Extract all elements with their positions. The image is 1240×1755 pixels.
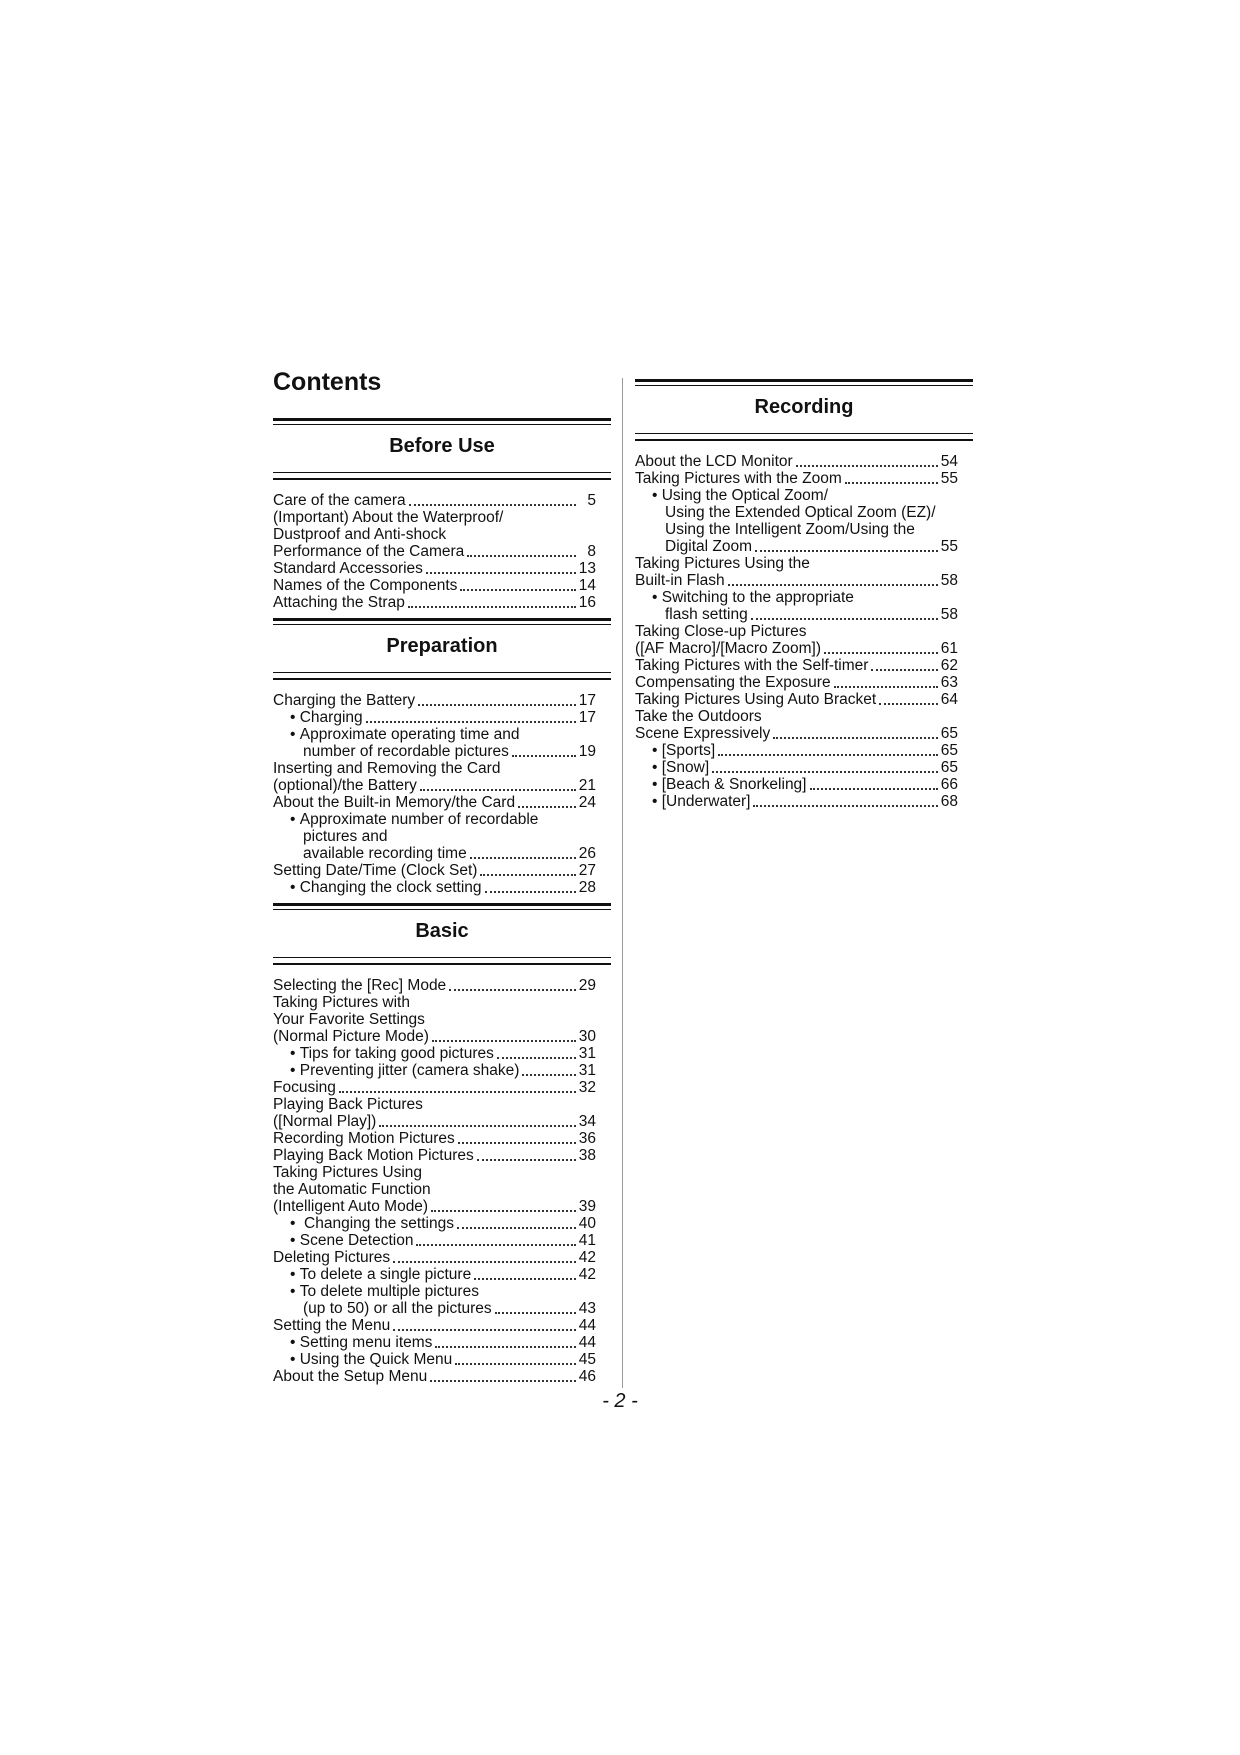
dot-leader <box>497 1057 576 1059</box>
dot-leader <box>477 1159 576 1161</box>
section-header <box>273 418 611 480</box>
toc-subentry[interactable] <box>635 776 958 793</box>
toc-entry-page: 68 <box>940 793 958 810</box>
toc-entry[interactable] <box>273 594 596 611</box>
dot-leader <box>773 737 938 739</box>
dot-leader <box>449 989 576 991</box>
toc-entry-text: • Tips for taking good pictures <box>290 1045 494 1062</box>
toc-entry-page: 66 <box>940 776 958 793</box>
toc-entry-text: • [Sports] <box>652 742 715 759</box>
dot-leader <box>796 465 938 467</box>
toc-subentry[interactable] <box>273 879 596 896</box>
dot-leader <box>430 1380 576 1382</box>
toc-subentry-line[interactable]: • To delete multiple pictures <box>273 1283 611 1300</box>
dot-leader <box>393 1329 576 1331</box>
toc-entry-text: Charging the Battery <box>273 692 416 709</box>
toc-subentry-line[interactable]: • Switching to the appropriate <box>635 589 973 606</box>
toc-subentry[interactable] <box>273 1232 596 1249</box>
dot-leader <box>879 703 938 705</box>
toc-subentry[interactable] <box>273 1215 596 1232</box>
toc-entry[interactable] <box>273 794 596 811</box>
toc-entry-text: Standard Accessories <box>273 560 423 577</box>
toc-entry[interactable] <box>635 572 958 589</box>
toc-entry-text: (up to 50) or all the pictures <box>303 1300 492 1317</box>
page-title: Contents <box>273 368 382 396</box>
toc-entry[interactable] <box>273 1198 596 1215</box>
toc-entry-text: (Normal Picture Mode) <box>273 1028 429 1045</box>
dot-leader <box>457 1227 576 1229</box>
toc-subentry-line[interactable]: Using the Extended Optical Zoom (EZ)/ <box>665 504 936 521</box>
toc-entry-text: Playing Back Motion Pictures <box>273 1147 474 1164</box>
toc-entry-page: 29 <box>578 977 596 994</box>
toc-entry-text: • Scene Detection <box>290 1232 413 1249</box>
dot-leader <box>871 669 938 671</box>
dot-leader <box>416 1244 576 1246</box>
page-number: - 2 - <box>602 1390 638 1412</box>
toc-subentry[interactable] <box>273 1351 596 1368</box>
section-header <box>273 618 611 680</box>
toc-entry-text: About the Built-in Memory/the Card <box>273 794 516 811</box>
toc-entry-page: 36 <box>578 1130 596 1147</box>
toc-entry-page: 30 <box>578 1028 596 1045</box>
toc-subentry[interactable] <box>635 538 958 555</box>
dot-leader <box>379 1125 576 1127</box>
section-header <box>273 903 611 965</box>
toc-entry[interactable] <box>273 862 596 879</box>
dot-leader <box>712 771 938 773</box>
dot-leader <box>460 589 576 591</box>
toc-entry-page: 17 <box>578 692 596 709</box>
toc-entry-text: • Setting menu items <box>290 1334 432 1351</box>
toc-entry-text: • Changing the clock setting <box>290 879 482 896</box>
toc-entry-page: 19 <box>578 743 596 760</box>
section-title: Preparation <box>386 635 498 657</box>
toc-entry-text: • [Beach & Snorkeling] <box>652 776 807 793</box>
toc-entry-page: 42 <box>578 1249 596 1266</box>
dot-leader <box>751 618 938 620</box>
dot-leader <box>834 686 938 688</box>
dot-leader <box>418 704 576 706</box>
toc-entry-text: Performance of the Camera <box>273 543 465 560</box>
dot-leader <box>512 755 576 757</box>
toc-entry-page: 46 <box>578 1368 596 1385</box>
dot-leader <box>420 789 576 791</box>
toc-entry-text: number of recordable pictures <box>303 743 509 760</box>
toc-subentry[interactable] <box>273 709 596 726</box>
toc-entry[interactable] <box>273 492 596 509</box>
toc-entry-text: • Charging <box>290 709 363 726</box>
dot-leader <box>366 721 576 723</box>
left-column <box>273 418 611 1392</box>
dot-leader <box>824 652 938 654</box>
toc-entry-page: 5 <box>587 492 596 509</box>
toc-entry-page: 58 <box>940 572 958 589</box>
toc-entry-text: Compensating the Exposure <box>635 674 831 691</box>
toc-entry-line[interactable]: Your Favorite Settings <box>273 1011 425 1028</box>
toc-entry[interactable] <box>273 777 596 794</box>
toc-entry[interactable] <box>273 977 596 994</box>
toc-entry-text: • To delete a single picture <box>290 1266 471 1283</box>
toc-entry-text: ([AF Macro]/[Macro Zoom]) <box>635 640 822 657</box>
dot-leader <box>408 606 576 608</box>
toc-entry-text: • Changing the settings <box>290 1215 454 1232</box>
dot-leader <box>518 806 576 808</box>
toc-entry-text: Attaching the Strap <box>273 594 405 611</box>
toc-entry-text: • Preventing jitter (camera shake) <box>290 1062 519 1079</box>
dot-leader <box>845 482 938 484</box>
toc-entry-text: Recording Motion Pictures <box>273 1130 455 1147</box>
toc-subentry-line[interactable]: • Approximate number of recordable <box>273 811 611 828</box>
toc-entry-page: 65 <box>940 759 958 776</box>
toc-entry-text: (Intelligent Auto Mode) <box>273 1198 429 1215</box>
dot-leader <box>728 584 938 586</box>
section-title: Recording <box>754 396 854 418</box>
toc-subentry-line[interactable]: pictures and <box>303 828 388 845</box>
toc-subentry[interactable] <box>635 606 958 623</box>
toc-entry-page: 16 <box>578 594 596 611</box>
toc-entry[interactable] <box>273 543 596 560</box>
dot-leader <box>339 1091 576 1093</box>
toc-entry[interactable] <box>273 1113 596 1130</box>
toc-entry-text: Focusing <box>273 1079 336 1096</box>
dot-leader <box>431 1210 576 1212</box>
toc-entry[interactable] <box>635 470 958 487</box>
toc-entry-text: Scene Expressively <box>635 725 771 742</box>
section-recording <box>635 379 973 817</box>
toc-entry[interactable] <box>635 725 958 742</box>
toc-entry-page: 40 <box>578 1215 596 1232</box>
toc-entry-page: 17 <box>578 709 596 726</box>
toc-entries <box>273 965 611 1392</box>
toc-entry-text: Built-in Flash <box>635 572 725 589</box>
toc-subentry[interactable] <box>273 1334 596 1351</box>
toc-entries <box>635 441 973 817</box>
toc-subentry[interactable] <box>273 1062 596 1079</box>
toc-entry[interactable] <box>273 1028 596 1045</box>
dot-leader <box>426 572 576 574</box>
toc-entry-text: • Using the Quick Menu <box>290 1351 452 1368</box>
toc-entry-page: 55 <box>940 538 958 555</box>
toc-entry-text: flash setting <box>665 606 748 623</box>
toc-entry-line[interactable]: Take the Outdoors <box>635 708 762 725</box>
toc-entry-page: 34 <box>578 1113 596 1130</box>
toc-entry-text: available recording time <box>303 845 467 862</box>
toc-entry-line[interactable]: Taking Pictures Using <box>273 1164 423 1181</box>
toc-entry[interactable] <box>635 453 958 470</box>
toc-entry-line[interactable]: Taking Close-up Pictures <box>635 623 807 640</box>
toc-entry-text: Taking Pictures Using Auto Bracket <box>635 691 877 708</box>
toc-entry-page: 45 <box>578 1351 596 1368</box>
toc-entry-page: 27 <box>578 862 596 879</box>
toc-subentry[interactable] <box>635 793 958 810</box>
toc-subentry-line[interactable]: • Approximate operating time and <box>273 726 611 743</box>
toc-entry-page: 43 <box>578 1300 596 1317</box>
toc-entries <box>273 680 611 903</box>
dot-leader <box>467 555 576 557</box>
toc-entry-line[interactable]: Dustproof and Anti-shock <box>273 526 447 543</box>
toc-entry[interactable] <box>273 560 596 577</box>
toc-entry-page: 55 <box>940 470 958 487</box>
toc-entry[interactable] <box>635 640 958 657</box>
toc-entry-page: 62 <box>940 657 958 674</box>
toc-entry-page: 44 <box>578 1334 596 1351</box>
toc-entry-text: Selecting the [Rec] Mode <box>273 977 447 994</box>
toc-entry-page: 13 <box>578 560 596 577</box>
dot-leader <box>810 788 939 790</box>
dot-leader <box>458 1142 576 1144</box>
toc-entry-page: 8 <box>587 543 596 560</box>
toc-entry-page: 64 <box>940 691 958 708</box>
section-preparation <box>273 618 611 903</box>
toc-entry-text: • [Snow] <box>652 759 709 776</box>
toc-entry-text: • [Underwater] <box>652 793 750 810</box>
toc-entry-text: Care of the camera <box>273 492 406 509</box>
toc-entry-text: Digital Zoom <box>665 538 752 555</box>
toc-entry-text: About the LCD Monitor <box>635 453 793 470</box>
toc-entry[interactable] <box>635 674 958 691</box>
toc-subentry[interactable] <box>273 743 596 760</box>
toc-entry-text: (optional)/the Battery <box>273 777 417 794</box>
toc-entry-text: Names of the Components <box>273 577 458 594</box>
dot-leader <box>393 1261 576 1263</box>
toc-entry-page: 65 <box>940 742 958 759</box>
toc-subentry[interactable] <box>273 845 596 862</box>
toc-entry[interactable] <box>635 657 958 674</box>
toc-entry-page: 26 <box>578 845 596 862</box>
toc-entry-page: 24 <box>578 794 596 811</box>
toc-entry-page: 31 <box>578 1045 596 1062</box>
dot-leader <box>485 891 576 893</box>
toc-entries <box>273 480 611 618</box>
toc-entry-page: 41 <box>578 1232 596 1249</box>
toc-entry[interactable] <box>273 1130 596 1147</box>
section-header <box>635 379 973 441</box>
right-column <box>635 379 973 817</box>
toc-entry[interactable] <box>273 1317 596 1334</box>
toc-subentry[interactable] <box>273 1266 596 1283</box>
toc-entry-text: About the Setup Menu <box>273 1368 428 1385</box>
toc-entry-page: 31 <box>578 1062 596 1079</box>
dot-leader <box>409 504 576 506</box>
section-before-use <box>273 418 611 618</box>
section-title: Before Use <box>389 435 495 457</box>
dot-leader <box>755 550 938 552</box>
toc-entry-text: Deleting Pictures <box>273 1249 391 1266</box>
toc-entry-page: 21 <box>578 777 596 794</box>
toc-entry-line[interactable]: the Automatic Function <box>273 1181 431 1198</box>
toc-entry-text: Taking Pictures with the Self-timer <box>635 657 869 674</box>
toc-entry-page: 44 <box>578 1317 596 1334</box>
dot-leader <box>455 1363 576 1365</box>
toc-entry-text: Setting Date/Time (Clock Set) <box>273 862 478 879</box>
toc-entry-line[interactable]: (Important) About the Waterproof/ <box>273 509 504 526</box>
toc-entry[interactable] <box>273 1368 596 1385</box>
toc-entry-page: 14 <box>578 577 596 594</box>
toc-entry-page: 32 <box>578 1079 596 1096</box>
dot-leader <box>432 1040 576 1042</box>
toc-entry-page: 61 <box>940 640 958 657</box>
toc-entry-line[interactable]: Inserting and Removing the Card <box>273 760 501 777</box>
toc-entry[interactable] <box>273 692 596 709</box>
toc-subentry[interactable] <box>635 759 958 776</box>
dot-leader <box>495 1312 576 1314</box>
toc-subentry[interactable] <box>635 742 958 759</box>
toc-entry-line[interactable]: Taking Pictures with <box>273 994 410 1011</box>
toc-entry-line[interactable]: Playing Back Pictures <box>273 1096 423 1113</box>
toc-entry[interactable] <box>273 577 596 594</box>
toc-entry-page: 28 <box>578 879 596 896</box>
toc-subentry[interactable] <box>273 1300 596 1317</box>
toc-entry-page: 65 <box>940 725 958 742</box>
toc-entry[interactable] <box>273 1079 596 1096</box>
toc-entry[interactable] <box>273 1147 596 1164</box>
toc-entry[interactable] <box>635 691 958 708</box>
toc-entry-line[interactable]: Taking Pictures Using the <box>635 555 810 572</box>
section-title: Basic <box>415 920 469 942</box>
toc-entry-text: Setting the Menu <box>273 1317 391 1334</box>
toc-entry-page: 39 <box>578 1198 596 1215</box>
toc-entry-page: 58 <box>940 606 958 623</box>
toc-entry-text: Taking Pictures with the Zoom <box>635 470 842 487</box>
dot-leader <box>718 754 938 756</box>
dot-leader <box>480 874 576 876</box>
toc-subentry-line[interactable]: Using the Intelligent Zoom/Using the <box>665 521 915 538</box>
toc-entry-page: 38 <box>578 1147 596 1164</box>
column-divider <box>622 378 623 1388</box>
dot-leader <box>753 805 938 807</box>
toc-entry-page: 42 <box>578 1266 596 1283</box>
dot-leader <box>522 1074 576 1076</box>
toc-entry-text: ([Normal Play]) <box>273 1113 377 1130</box>
dot-leader <box>474 1278 576 1280</box>
dot-leader <box>470 857 576 859</box>
toc-entry[interactable] <box>273 1249 596 1266</box>
section-basic <box>273 903 611 1392</box>
toc-subentry[interactable] <box>273 1045 596 1062</box>
toc-entry-page: 63 <box>940 674 958 691</box>
toc-entry-page: 54 <box>940 453 958 470</box>
dot-leader <box>435 1346 576 1348</box>
toc-subentry-line[interactable]: • Using the Optical Zoom/ <box>635 487 973 504</box>
